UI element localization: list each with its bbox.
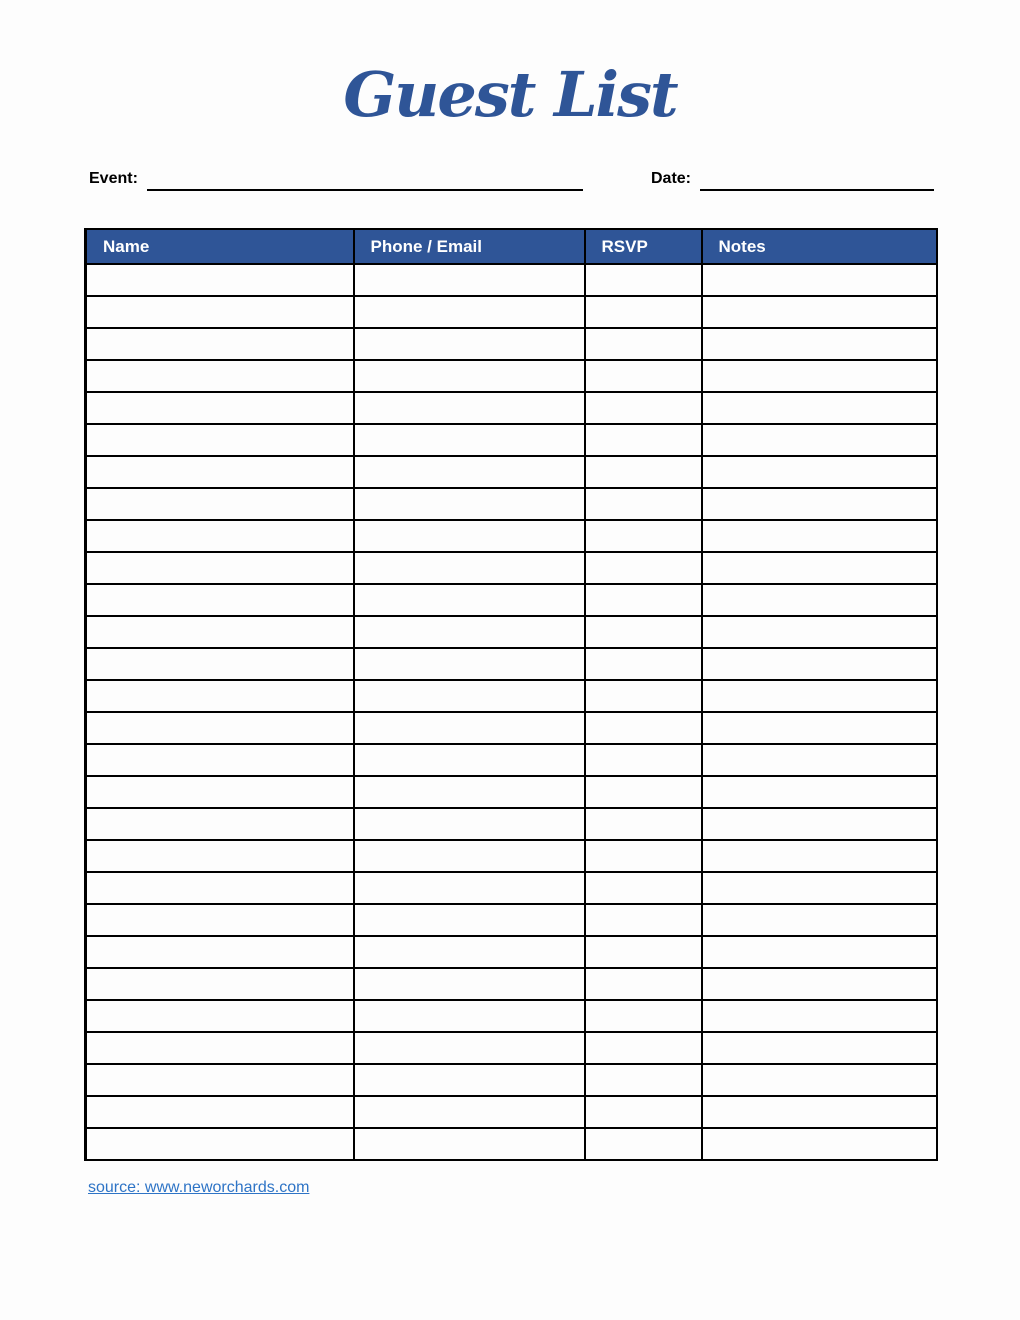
phone-email-cell[interactable]: [354, 328, 585, 360]
notes-cell[interactable]: [702, 552, 937, 584]
notes-cell[interactable]: [702, 1032, 937, 1064]
rsvp-cell[interactable]: [585, 936, 702, 968]
phone-email-cell[interactable]: [354, 456, 585, 488]
name-cell[interactable]: [86, 488, 354, 520]
notes-cell[interactable]: [702, 520, 937, 552]
table-row: [86, 424, 937, 456]
phone-email-cell[interactable]: [354, 552, 585, 584]
notes-cell[interactable]: [702, 392, 937, 424]
notes-cell[interactable]: [702, 712, 937, 744]
table-row: [86, 840, 937, 872]
column-header-notes: Notes: [702, 229, 937, 264]
rsvp-cell[interactable]: [585, 520, 702, 552]
table-row: [86, 648, 937, 680]
phone-email-cell[interactable]: [354, 904, 585, 936]
rsvp-cell[interactable]: [585, 968, 702, 1000]
table-row: [86, 360, 937, 392]
name-cell[interactable]: [86, 616, 354, 648]
rsvp-cell[interactable]: [585, 360, 702, 392]
notes-cell[interactable]: [702, 776, 937, 808]
phone-email-cell[interactable]: [354, 488, 585, 520]
rsvp-cell[interactable]: [585, 744, 702, 776]
notes-cell[interactable]: [702, 840, 937, 872]
guest-table-body: [86, 264, 937, 1160]
notes-cell[interactable]: [702, 1000, 937, 1032]
name-cell[interactable]: [86, 1000, 354, 1032]
table-row: [86, 264, 937, 296]
rsvp-cell[interactable]: [585, 776, 702, 808]
name-cell[interactable]: [86, 712, 354, 744]
table-row: [86, 1064, 937, 1096]
phone-email-cell[interactable]: [354, 584, 585, 616]
notes-cell[interactable]: [702, 808, 937, 840]
rsvp-cell[interactable]: [585, 456, 702, 488]
phone-email-cell[interactable]: [354, 648, 585, 680]
rsvp-cell[interactable]: [585, 264, 702, 296]
phone-email-cell[interactable]: [354, 1128, 585, 1160]
rsvp-cell[interactable]: [585, 296, 702, 328]
table-row: [86, 552, 937, 584]
table-row: [86, 744, 937, 776]
table-row: [86, 872, 937, 904]
table-row: [86, 1000, 937, 1032]
table-row: [86, 808, 937, 840]
event-field[interactable]: [147, 189, 583, 191]
phone-email-cell[interactable]: [354, 744, 585, 776]
phone-email-cell[interactable]: [354, 264, 585, 296]
rsvp-cell[interactable]: [585, 808, 702, 840]
notes-cell[interactable]: [702, 872, 937, 904]
name-cell[interactable]: [86, 1064, 354, 1096]
name-cell[interactable]: [86, 904, 354, 936]
table-row: [86, 712, 937, 744]
phone-email-cell[interactable]: [354, 872, 585, 904]
notes-cell[interactable]: [702, 968, 937, 1000]
rsvp-cell[interactable]: [585, 904, 702, 936]
phone-email-cell[interactable]: [354, 840, 585, 872]
rsvp-cell[interactable]: [585, 488, 702, 520]
phone-email-cell[interactable]: [354, 776, 585, 808]
date-field[interactable]: [700, 189, 934, 191]
name-cell[interactable]: [86, 456, 354, 488]
name-cell[interactable]: [86, 936, 354, 968]
column-header-name: Name: [86, 229, 354, 264]
name-cell[interactable]: [86, 808, 354, 840]
rsvp-cell[interactable]: [585, 872, 702, 904]
notes-cell[interactable]: [702, 584, 937, 616]
name-cell[interactable]: [86, 1032, 354, 1064]
name-cell[interactable]: [86, 584, 354, 616]
notes-cell[interactable]: [702, 424, 937, 456]
name-cell[interactable]: [86, 776, 354, 808]
rsvp-cell[interactable]: [585, 328, 702, 360]
rsvp-cell[interactable]: [585, 392, 702, 424]
name-cell[interactable]: [86, 840, 354, 872]
rsvp-cell[interactable]: [585, 1032, 702, 1064]
rsvp-cell[interactable]: [585, 1096, 702, 1128]
name-cell[interactable]: [86, 424, 354, 456]
table-row: [86, 584, 937, 616]
notes-cell[interactable]: [702, 1064, 937, 1096]
name-cell[interactable]: [86, 392, 354, 424]
name-cell[interactable]: [86, 296, 354, 328]
table-row: [86, 904, 937, 936]
date-label: Date:: [651, 170, 692, 187]
notes-cell[interactable]: [702, 648, 937, 680]
column-header-rsvp: RSVP: [585, 229, 702, 264]
table-row: [86, 392, 937, 424]
phone-email-cell[interactable]: [354, 520, 585, 552]
phone-email-cell[interactable]: [354, 1000, 585, 1032]
rsvp-cell[interactable]: [585, 1128, 702, 1160]
phone-email-cell[interactable]: [354, 1064, 585, 1096]
phone-email-cell[interactable]: [354, 712, 585, 744]
name-cell[interactable]: [86, 968, 354, 1000]
table-row: [86, 1032, 937, 1064]
notes-cell[interactable]: [702, 616, 937, 648]
event-label: Event:: [89, 170, 138, 187]
table-row: [86, 1096, 937, 1128]
notes-cell[interactable]: [702, 296, 937, 328]
phone-email-cell[interactable]: [354, 392, 585, 424]
name-cell[interactable]: [86, 872, 354, 904]
rsvp-cell[interactable]: [585, 1000, 702, 1032]
table-row: [86, 936, 937, 968]
notes-cell[interactable]: [702, 1128, 937, 1160]
table-row: [86, 776, 937, 808]
phone-email-cell[interactable]: [354, 1032, 585, 1064]
notes-cell[interactable]: [702, 328, 937, 360]
phone-email-cell[interactable]: [354, 616, 585, 648]
table-row: [86, 456, 937, 488]
table-row: [86, 328, 937, 360]
table-row: [86, 520, 937, 552]
guest-table: [84, 228, 938, 1161]
name-cell[interactable]: [86, 552, 354, 584]
notes-cell[interactable]: [702, 744, 937, 776]
table-row: [86, 680, 937, 712]
rsvp-cell[interactable]: [585, 680, 702, 712]
table-row: [86, 488, 937, 520]
table-row: [86, 616, 937, 648]
phone-email-cell[interactable]: [354, 360, 585, 392]
name-cell[interactable]: [86, 1096, 354, 1128]
rsvp-cell[interactable]: [585, 424, 702, 456]
phone-email-cell[interactable]: [354, 296, 585, 328]
name-cell[interactable]: [86, 1128, 354, 1160]
notes-cell[interactable]: [702, 1096, 937, 1128]
phone-email-cell[interactable]: [354, 680, 585, 712]
phone-email-cell[interactable]: [354, 808, 585, 840]
table-row: [86, 968, 937, 1000]
name-cell[interactable]: [86, 744, 354, 776]
name-cell[interactable]: [86, 264, 354, 296]
table-header-row: [86, 229, 937, 264]
rsvp-cell[interactable]: [585, 840, 702, 872]
notes-cell[interactable]: [702, 360, 937, 392]
notes-cell[interactable]: [702, 264, 937, 296]
notes-cell[interactable]: [702, 680, 937, 712]
notes-cell[interactable]: [702, 456, 937, 488]
rsvp-cell[interactable]: [585, 648, 702, 680]
notes-cell[interactable]: [702, 904, 937, 936]
rsvp-cell[interactable]: [585, 584, 702, 616]
phone-email-cell[interactable]: [354, 968, 585, 1000]
table-row: [86, 1128, 937, 1160]
name-cell[interactable]: [86, 520, 354, 552]
name-cell[interactable]: [86, 328, 354, 360]
notes-cell[interactable]: [702, 936, 937, 968]
name-cell[interactable]: [86, 360, 354, 392]
name-cell[interactable]: [86, 648, 354, 680]
phone-email-cell[interactable]: [354, 1096, 585, 1128]
notes-cell[interactable]: [702, 488, 937, 520]
table-row: [86, 296, 937, 328]
rsvp-cell[interactable]: [585, 712, 702, 744]
name-cell[interactable]: [86, 680, 354, 712]
source-link[interactable]: source: www.neworchards.com: [88, 1179, 310, 1196]
page-title: Guest List: [343, 58, 677, 131]
phone-email-cell[interactable]: [354, 424, 585, 456]
rsvp-cell[interactable]: [585, 616, 702, 648]
phone-email-cell[interactable]: [354, 936, 585, 968]
rsvp-cell[interactable]: [585, 552, 702, 584]
column-header-phone-email: Phone / Email: [354, 229, 585, 264]
rsvp-cell[interactable]: [585, 1064, 702, 1096]
